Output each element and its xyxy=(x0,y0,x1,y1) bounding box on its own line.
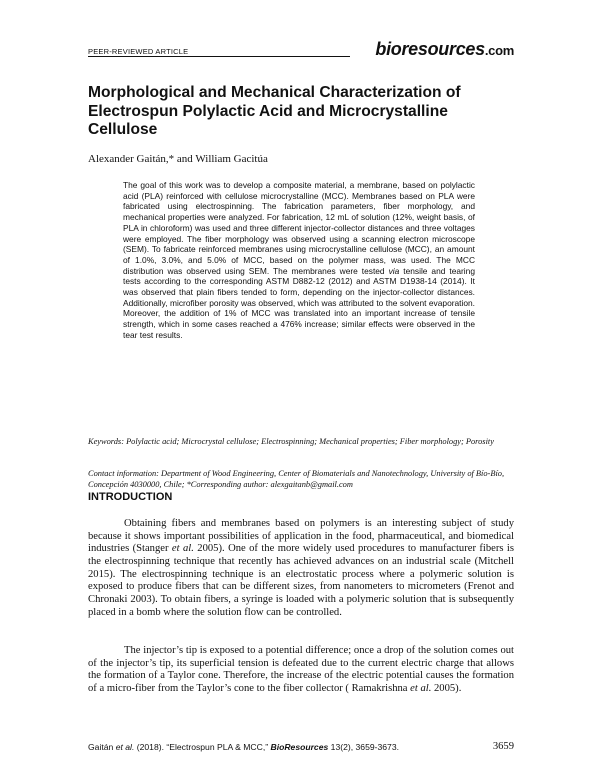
intro-p2-etal: et al. xyxy=(410,682,432,694)
keywords: Keywords: Polylactic acid; Microcrystal cellulose; Electrospinning; Mechanical properties; Fiber morphology; Porosity xyxy=(88,437,494,446)
abstract-text-1: The goal of this work was to develop a composite material, a membrane, based on polylactic acid (PLA) reinforced with cellulose microcrystalline (MCC). Membranes based on PLA were fabricated using electrospinning. The fabrication parameters, fiber morphology, and mechanical properties were analyzed. For fabrication, 12 mL of solution (12%, weight basis, of PLA in chloroform) was used and three different injector-collector distances and three voltages were employed. The fiber morphology was observed using a scanning electron microscope (SEM). To fabricate reinforced membranes using microcrystalline cellulose (MCC), an amount of 1.0%, 3.0%, and 5.0% of MCC, based on the polymer mass, was used. The MCC distribution was observed using SEM. The membranes were tested xyxy=(123,180,475,276)
intro-paragraph-1 xyxy=(88,518,514,619)
footer-cite-authors: Gaitán xyxy=(88,742,116,752)
intro-p1-etal: et al. xyxy=(171,543,194,555)
section-heading-introduction: INTRODUCTION xyxy=(88,491,173,503)
footer-cite-title: (2018). “Electrospun PLA & MCC,” xyxy=(134,742,271,752)
intro-p2-text-a: The injector’s tip is exposed to a potential difference; once a drop of the solution comes out of the injector’s tip, its superficial tension is defeated due to the current electric charge that allows the formation of a Taylor cone. Therefore, the increase of the electric potential causes the formation of a micro-fiber from the Taylor’s cone to the fiber collector ( Ramakrishna xyxy=(88,645,514,694)
intro-p1-text-a: Obtaining fibers and membranes based on polymers is an interesting subject of study because it shows important possibilities of application in the food, pharmaceutical, and biomedical industries (Stanger xyxy=(88,518,514,555)
contact-information: Contact information: Department of Wood Engineering, Center of Biomaterials and Nanotechnology, University of Bío-Bío, Concepción 4030000, Chile; *Corresponding author: alexgaitanb@gmail.com xyxy=(88,469,505,489)
footer-citation xyxy=(88,742,399,752)
footer-cite-etal: et al. xyxy=(115,742,135,752)
article-type-label: PEER-REVIEWED ARTICLE xyxy=(88,47,189,56)
footer-cite-journal: BioResources xyxy=(270,742,329,752)
intro-paragraph-2 xyxy=(88,645,514,696)
authors: Alexander Gaitán,* and William Gacitúa xyxy=(88,153,268,165)
journal-brand-name: bioresources xyxy=(375,39,485,59)
header-rule xyxy=(88,56,350,57)
abstract xyxy=(123,180,475,341)
footer-cite-volume: 13(2), 3659-3673. xyxy=(328,742,399,752)
intro-p2-text-b: 2005). xyxy=(431,682,462,694)
intro-p1-text-b: 2005). One of the more widely used procedures to manufacturer fibers is the electrospinning technique that recently has achieved advances on an industrial scale (Mitchell 2015). The electrospinning technique is an electrostatic process where a polymeric solution is exposed to produce fibers that can be different sizes, from nanometers to micrometers (Frenot and Chronaki 2003). To obtain fibers, a syringe is loaded with a polymeric solution that is subsequently placed in a bomb where the solution flow can be controlled. xyxy=(88,543,514,618)
abstract-via: via xyxy=(388,265,400,276)
journal-brand-suffix: .com xyxy=(484,43,514,58)
abstract-text-2: tensile and tearing tests according to the corresponding ASTM D882-12 (2012) and ASTM D1938-14 (2014). It was observed that plain fibers tended to form, depending on the injector-collector distances. Additionally, microfiber porosity was observed, which was attributed to the solvent evaporation. Moreover, the addition of 1% of MCC was translated into an important increase of tensile strength, which in some cases reached a 476% increase; similar effects were observed in the tear test results. xyxy=(123,265,475,340)
page-number: 3659 xyxy=(492,741,514,752)
page-header xyxy=(88,36,514,60)
journal-brand xyxy=(375,39,514,60)
article-title: Morphological and Mechanical Characterization of Electrospun Polylactic Acid and Microcrystalline Cellulose xyxy=(88,84,461,138)
